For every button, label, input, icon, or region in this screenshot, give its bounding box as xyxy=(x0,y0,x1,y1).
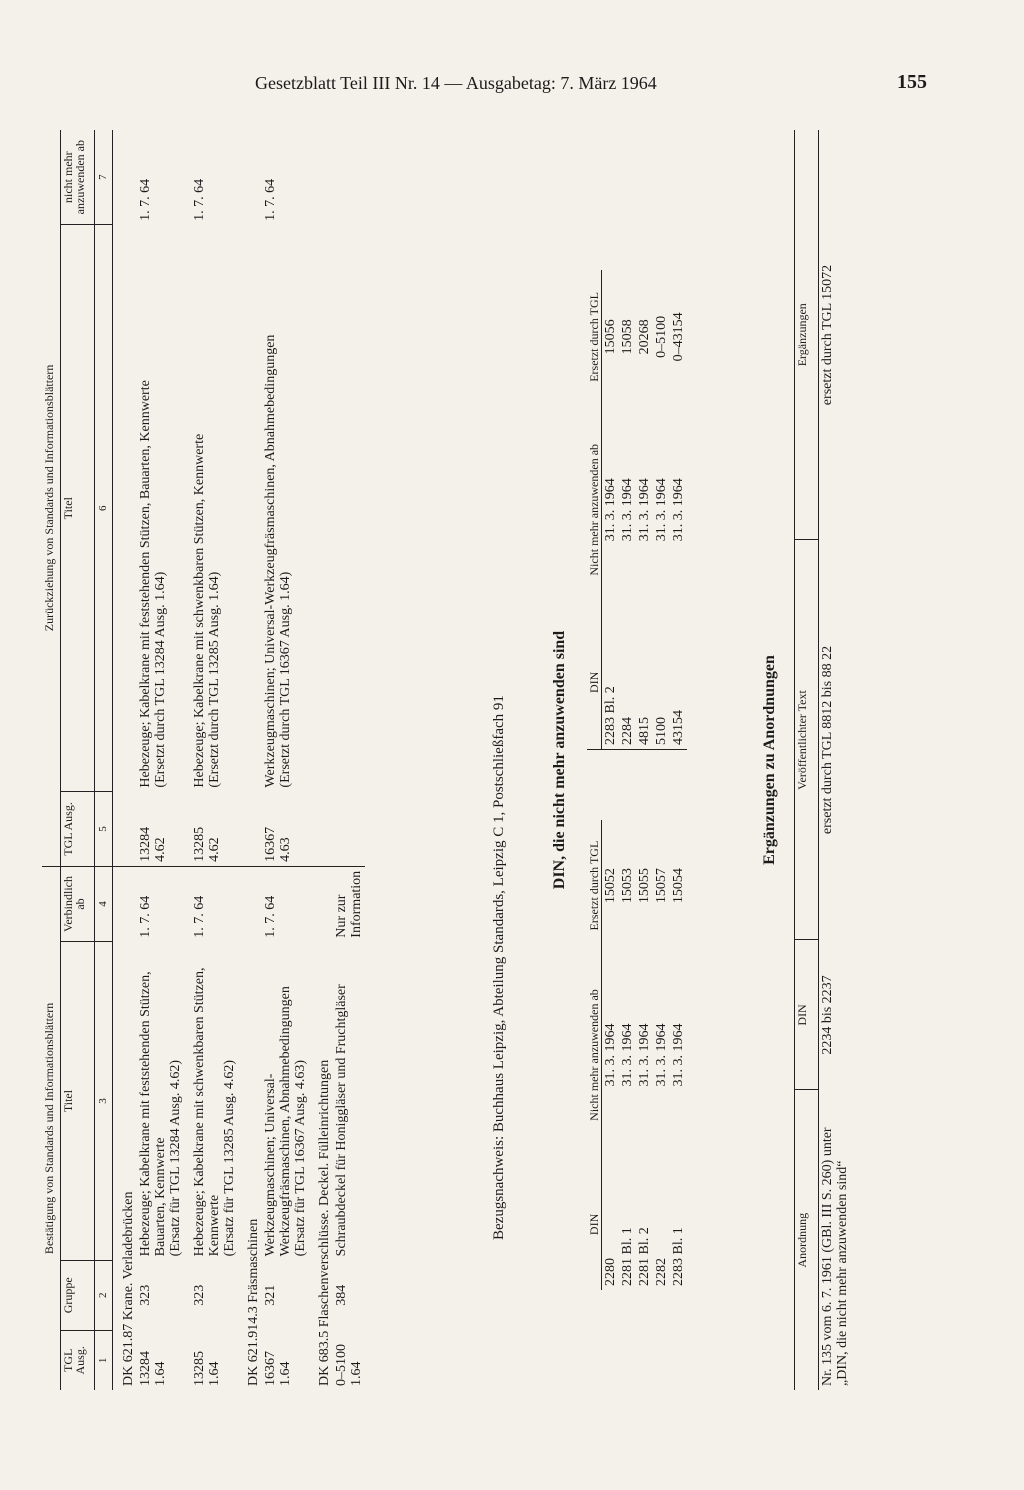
right-group-title: Zurückziehung von Standards und Informationsblättern xyxy=(42,130,60,866)
veroeffentlichter-text: ersetzt durch TGL 8812 bis 88 22 xyxy=(820,645,835,835)
tgl: 20268 xyxy=(637,319,652,355)
titel: Werkzeugmaschinen; Universal-Werkzeugfräsmaschinen, Abnahmebedingungen xyxy=(262,986,293,1257)
din-number: 2284 xyxy=(620,717,635,745)
table-row xyxy=(653,820,670,1290)
tgl-ausgabe: 4.62 xyxy=(152,837,168,862)
din-number: 2283 Bl. 1 xyxy=(671,1227,686,1286)
ergaenzungen-title: Ergänzungen zu Anordnungen xyxy=(761,655,778,865)
nicht-mehr-ab: 1. 7. 64 xyxy=(137,178,153,221)
din-number: 2282 xyxy=(654,1258,669,1286)
din-table-left xyxy=(587,820,687,1290)
tgl-number: 13284 xyxy=(137,1351,153,1386)
titel: Hebezeuge; Kabelkrane mit schwenkbaren Stützen, Kennwerte xyxy=(191,433,207,788)
tgl: 15052 xyxy=(603,868,618,904)
ersatz: (Ersatz für TGL 13285 Ausg. 4.62) xyxy=(221,1059,237,1257)
verbindlich-ab: 1. 7. 64 xyxy=(137,895,153,938)
verbindlich-ab: Nur zur Information xyxy=(333,870,364,938)
col-header-tgl: TGL Ausg. xyxy=(60,1346,87,1375)
col-number: 4 xyxy=(94,866,112,941)
titel: Werkzeugmaschinen; Universal-Werkzeugfräsmaschinen, Abnahmebedingungen xyxy=(262,334,278,788)
din-number: 4815 xyxy=(637,717,652,745)
din-number: 2281 Bl. 2 xyxy=(637,1227,652,1286)
verbindlich-ab: 1. 7. 64 xyxy=(191,895,207,938)
tgl-ausgabe: 1.64 xyxy=(348,1361,364,1386)
table-row xyxy=(619,820,636,1290)
tgl-ausgabe: 1.64 xyxy=(277,1361,293,1386)
tgl-number: 16367 xyxy=(262,1351,278,1386)
section-heading: DK 683.5 Flaschenverschlüsse. Deckel. Fülleinrichtungen xyxy=(316,1059,332,1386)
tgl-number: 13285 xyxy=(191,1351,207,1386)
nicht-mehr-ab: 1. 7. 64 xyxy=(262,178,278,221)
tgl-number: 16367 xyxy=(262,826,278,862)
gruppe: 323 xyxy=(137,1284,153,1306)
col-number: 1 xyxy=(94,1330,112,1390)
tgl: 0–43154 xyxy=(671,312,686,362)
din-header: Nicht mehr anzuwenden ab xyxy=(587,989,601,1121)
table-row xyxy=(602,270,620,750)
din-header: DIN xyxy=(587,671,601,694)
ersetzt: (Ersetzt durch TGL 13285 Ausg. 1.64) xyxy=(206,571,222,788)
din-number: 43154 xyxy=(671,710,686,745)
col-header-tgl-right: TGL Ausg. xyxy=(60,792,94,867)
date: 31. 3. 1964 xyxy=(620,478,635,542)
din-header: Ersetzt durch TGL xyxy=(587,292,601,382)
gruppe: 384 xyxy=(333,1284,349,1306)
tgl-ausgabe: 1.64 xyxy=(206,1361,222,1386)
col-header-gruppe: Gruppe xyxy=(60,1260,94,1330)
verbindlich-ab: 1. 7. 64 xyxy=(262,895,278,938)
bezugsnachweis: Bezugsnachweis: Buchhaus Leipzig, Abteilung Standards, Leipzig C 1, Postschließfach 91 xyxy=(491,695,507,1240)
date: 31. 3. 1964 xyxy=(620,1023,635,1087)
titel: Hebezeuge; Kabelkrane mit schwenkbaren Stützen, Kennwerte xyxy=(191,967,222,1257)
ersetzt: (Ersetzt durch TGL 13284 Ausg. 1.64) xyxy=(152,571,168,788)
erg-header: DIN xyxy=(795,940,819,1090)
erg-header: Veröffentlichter Text xyxy=(795,540,819,940)
tgl-number: 13285 xyxy=(191,826,207,862)
din-number: 2281 Bl. 1 xyxy=(620,1227,635,1286)
tgl: 15056 xyxy=(603,319,618,355)
tgl: 0–5100 xyxy=(654,315,669,358)
page-number: 155 xyxy=(897,71,927,93)
left-group-title: Bestätigung von Standards und Informationsblättern xyxy=(42,1002,56,1255)
table-row xyxy=(602,820,620,1290)
gruppe: 323 xyxy=(191,1284,207,1306)
table-row xyxy=(262,130,309,1390)
date: 31. 3. 1964 xyxy=(603,478,618,542)
nicht-mehr-ab: 1. 7. 64 xyxy=(191,178,207,221)
tgl: 15053 xyxy=(620,868,635,904)
ergaenzungen-table xyxy=(794,130,851,1390)
din-number: 2280 xyxy=(603,1258,618,1286)
tgl-number: 13284 xyxy=(137,826,153,862)
col-number: 6 xyxy=(94,225,112,792)
ergaenzung: ersetzt durch TGL 15072 xyxy=(820,264,835,406)
ersatz: (Ersatz für TGL 13284 Ausg. 4.62) xyxy=(167,1059,183,1257)
date: 31. 3. 1964 xyxy=(637,478,652,542)
tgl: 15054 xyxy=(671,868,686,904)
tgl-ausgabe: 1.64 xyxy=(152,1361,168,1386)
din: 2234 bis 2237 xyxy=(820,975,835,1055)
table-row xyxy=(819,130,852,1390)
col-number: 3 xyxy=(94,942,112,1261)
date: 31. 3. 1964 xyxy=(654,1023,669,1087)
table-row xyxy=(670,820,687,1290)
din-section-title: DIN, die nicht mehr anzuwenden sind xyxy=(551,630,568,890)
gruppe: 321 xyxy=(262,1284,278,1306)
tgl-number: 0–5100 xyxy=(333,1344,349,1386)
date: 31. 3. 1964 xyxy=(671,478,686,542)
col-header-nicht-mehr: nicht mehr anzuwenden ab xyxy=(60,130,94,225)
date: 31. 3. 1964 xyxy=(637,1023,652,1087)
rotated-page-body xyxy=(42,130,942,1390)
erg-header: Ergänzungen xyxy=(795,130,819,540)
din-number: 5100 xyxy=(654,717,669,745)
table-row xyxy=(636,820,653,1290)
tgl: 15055 xyxy=(637,868,652,904)
table-row xyxy=(333,130,365,1390)
tgl-ausgabe: 4.63 xyxy=(277,837,293,862)
section-heading: DK 621.914.3 Fräsmaschinen xyxy=(245,1218,261,1386)
tgl-ausgabe: 4.62 xyxy=(206,837,222,862)
col-header-titel: Titel xyxy=(60,942,94,1261)
ersatz: (Ersatz für TGL 16367 Ausg. 4.63) xyxy=(292,1059,308,1257)
col-header-titel-right: Titel xyxy=(60,225,94,792)
section-heading: DK 621.87 Krane. Verladebrücken xyxy=(120,1191,136,1386)
table-row xyxy=(653,270,670,750)
col-number: 2 xyxy=(94,1260,112,1330)
din-table-right xyxy=(587,270,687,750)
table-row xyxy=(670,270,687,750)
table-row xyxy=(184,130,238,1390)
erg-header: Anordnung xyxy=(795,1212,809,1268)
standards-table xyxy=(42,130,365,1390)
col-number: 7 xyxy=(94,130,112,225)
titel: Hebezeuge; Kabelkrane mit feststehenden Stützen, Bauarten, Kennwerte xyxy=(137,380,153,788)
table-row xyxy=(636,270,653,750)
col-number: 5 xyxy=(94,792,112,867)
date: 31. 3. 1964 xyxy=(671,1023,686,1087)
col-header-verbindlich: Verbindlich ab xyxy=(60,866,94,941)
table-row xyxy=(619,270,636,750)
date: 31. 3. 1964 xyxy=(603,1023,618,1087)
din-header: Ersetzt durch TGL xyxy=(587,840,601,931)
titel: Schraubdeckel für Honiggläser und Fruchtgläser xyxy=(333,984,349,1257)
tgl: 15057 xyxy=(654,868,669,904)
tgl: 15058 xyxy=(620,319,635,355)
page-header xyxy=(0,0,1024,120)
titel: Hebezeuge; Kabelkrane mit feststehenden Stützen, Bauarten, Kennwerte xyxy=(137,971,168,1257)
ersetzt: (Ersetzt durch TGL 16367 Ausg. 1.64) xyxy=(277,571,293,788)
header-title: Gesetzblatt Teil III Nr. 14 — Ausgabetag: 7. März 1964 xyxy=(255,73,657,93)
date: 31. 3. 1964 xyxy=(654,478,669,542)
din-header: Nicht mehr anzuwenden ab xyxy=(587,443,601,576)
din-number: 2283 Bl. 2 xyxy=(603,686,618,745)
din-header: DIN xyxy=(587,1213,601,1236)
table-row xyxy=(137,130,184,1390)
anordnung: Nr. 135 vom 6. 7. 1961 (GBl. III S. 260) unter „DIN, die nicht mehr anzuwenden sind“ xyxy=(820,1127,850,1386)
